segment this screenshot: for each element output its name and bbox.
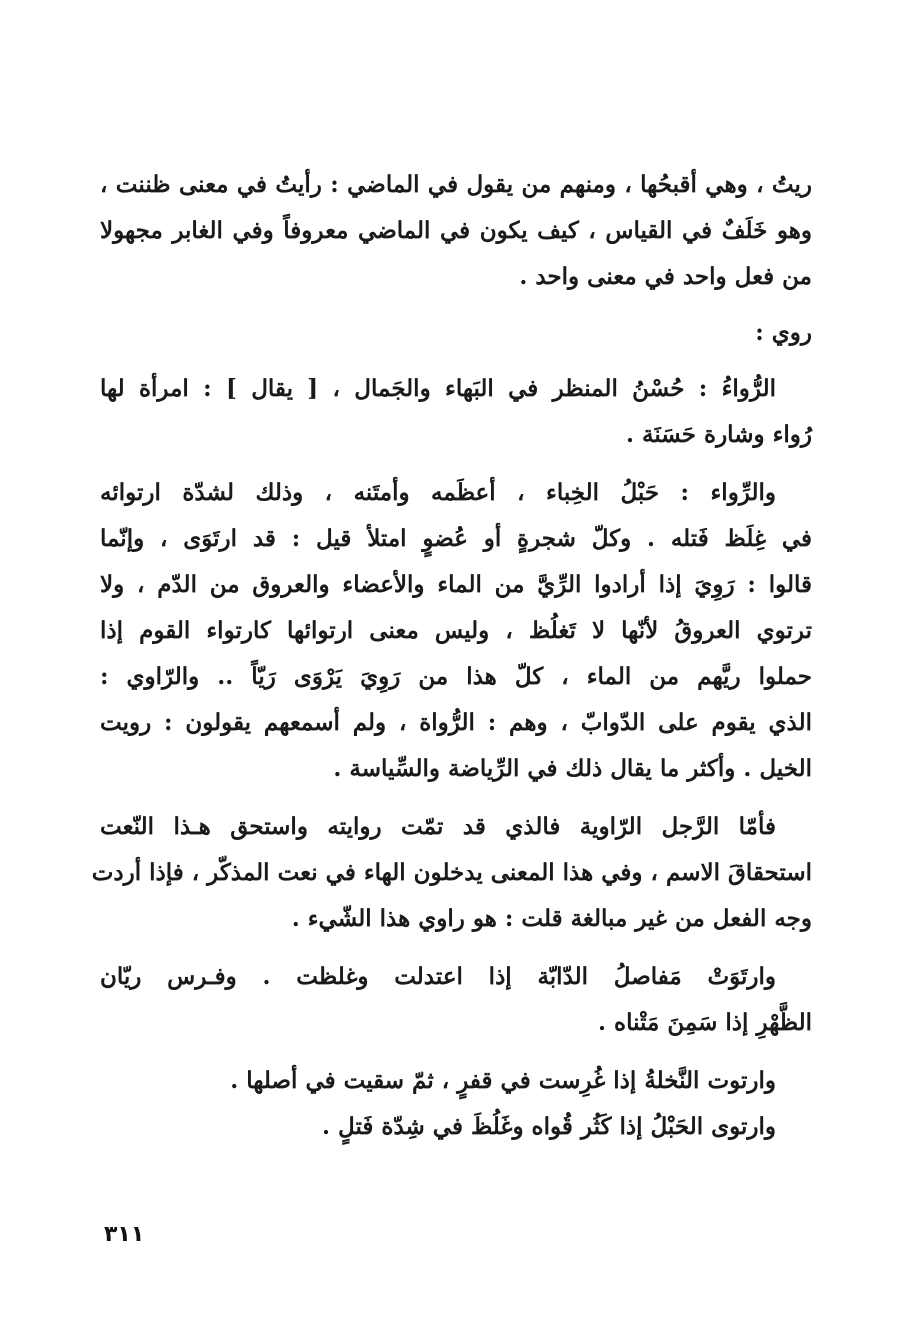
paragraph (91, 804, 812, 942)
section-heading: روي : (755, 319, 812, 346)
text-line: ترتوي العروقُ لأنّها لا تَغلُظ ، وليس معنى ارتوائها كارتواء القوم إذا (100, 617, 812, 644)
text-line: وهو خَلَفٌ في القياس ، كيف يكون في الماضي معروفاً وفي الغابر مجهولا (100, 217, 812, 244)
page-number: ٣١١ (104, 1222, 145, 1247)
text-line: من فعل واحد في معنى واحد . (519, 263, 812, 290)
paragraph (100, 1058, 812, 1104)
text-line: وجه الفعل من غير مبالغة قلت : هو راوي هذا الشّيء . (291, 905, 812, 932)
text-line: الرُّواءُ : حُسْنُ المنظر في البَهاء والجَمال ، [ يقال ] : امرأة لها (100, 375, 776, 402)
paragraph (100, 954, 812, 1046)
text-line: الخيل . وأكثر ما يقال ذلك في الرِّياضة والسِّياسة . (333, 755, 812, 782)
text-line: حملوا ريَّهم من الماء ، كلّ هذا من رَوِيَ يَرْوَى رَيّاً .. والرّاوي : (100, 663, 812, 690)
text-line: فأمّا الرَّجل الرّاوية فالذي قد تمّت روايته واستحق هـذا النّعت (100, 813, 776, 840)
text-line: الظَّهْرِ إذا سَمِنَ مَتْناه . (598, 1009, 812, 1036)
text-line: ريتُ ، وهي أقبحُها ، ومنهم من يقول في الماضي : رأيتُ في معنى ظننت ، (100, 171, 812, 198)
text-line: رُواء وشارة حَسَنَة . (626, 421, 812, 448)
text-line: والرِّواء : حَبْلُ الخِباء ، أعظَمه وأمتَنه ، وذلك لشدّة ارتوائه (100, 479, 776, 506)
text-line: وارتوى الحَبْلُ إذا كَثُر قُواه وغَلُظَ في شِدّة فَتلٍ . (322, 1113, 776, 1140)
text-line: في غِلَظ فَتله . وكلّ شجرةٍ أو عُضوٍ امتلأ قيل : قد ارتَوَى ، وإنّما (100, 525, 812, 552)
page-body (91, 162, 812, 1150)
text-line: وارتَوَتْ مَفاصلُ الدّابّة إذا اعتدلت وغلظت . وفـرس ريّان (100, 963, 776, 990)
text-line: استحقاقَ الاسم ، وفي هذا المعنى يدخلون الهاء في نعت المذكّر ، فإذا أردت (91, 859, 812, 886)
paragraph (100, 1104, 812, 1150)
paragraph (100, 366, 812, 458)
paragraph (100, 162, 812, 300)
text-line: قالوا : رَوِيَ إذا أرادوا الرِّيَّ من الماء والأعضاء والعروق من الدّم ، ولا (100, 571, 812, 598)
paragraph (100, 470, 812, 792)
text-line: الذي يقوم على الدّوابّ ، وهم : الرُّواة ، ولم أسمعهم يقولون : رويت (100, 709, 812, 736)
text-line: وارتوت النَّخلةُ إذا غُرِست في قفرٍ ، ثمّ سقيت في أصلها . (230, 1067, 776, 1094)
